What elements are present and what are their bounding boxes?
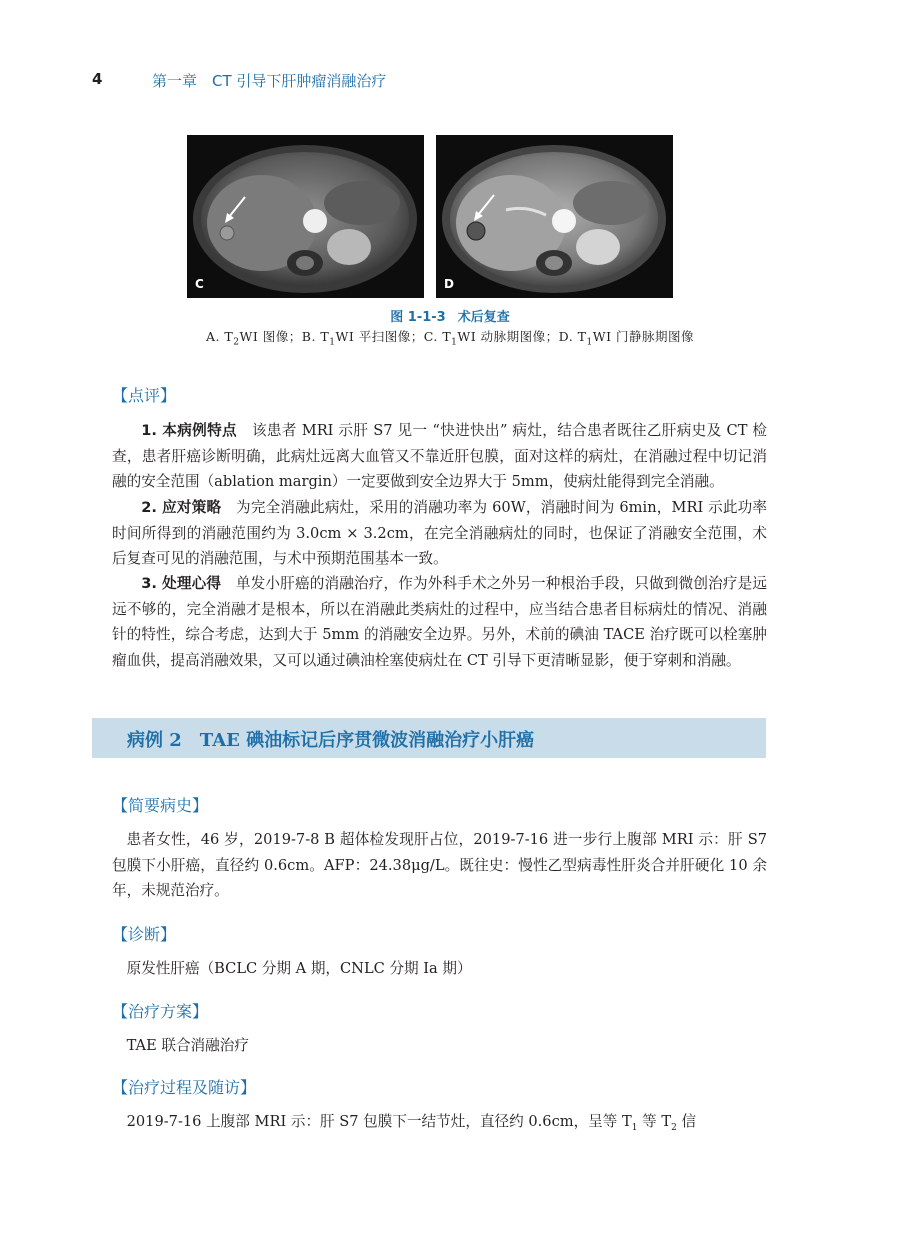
comment-heading: 【点评】	[112, 386, 177, 405]
case-title: 病例 2 TAE 碘油标记后序贯微波消融治疗小肝癌	[127, 730, 535, 751]
plan-paragraph: TAE 联合消融治疗	[126, 1037, 249, 1054]
page-number: 4	[92, 70, 103, 88]
figure-legend: A. $T_2WI$ 图像；B. $T_1WI$ 平扫图像；C. $T_1WI$ 动脉期图像；D. $T_1WI$ 门静脉期图像	[205, 329, 695, 348]
figure-caption	[0, 306, 900, 325]
paragraph-3-label: 3. 处理心得	[141, 575, 222, 592]
figure-label-d: D	[444, 277, 454, 291]
chapter-title: 第一章 CT 引导下肝肿瘤消融治疗	[152, 72, 387, 90]
mri-image-d	[436, 135, 673, 298]
comment-paragraph-2: 2. 应对策略 为完全消融此病灶，采用的消融功率为 60W，消融时间为 6min，MRI 示此功率时间所得到的消融范围约为 3.0cm × 3.2cm，在完全消融病灶的同时，也保证了消融安全范围，术后复查可见的消融范围，与术中预期范围基本一致。	[112, 499, 768, 567]
plan-heading: 【治疗方案】	[112, 1002, 209, 1021]
figure-number: 图 1-1-3	[390, 310, 446, 325]
mri-scan-d-graphic	[436, 135, 673, 298]
comment-paragraph-3: 3. 处理心得 单发小肝癌的消融治疗，作为外科手术之外另一种根治手段，只做到微创治疗是远远不够的，完全消融才是根本，所以在消融此类病灶的过程中，应当结合患者目标病灶的情况、消融针的特性，综合考虑，达到大于 5mm 的消融安全边界。另外，术前的碘油 TACE 治疗既可以栓塞肿瘤血供，提高消融效果，又可以通过碘油栓塞使病灶在 CT 引导下更清晰显影，便于穿刺和消融。	[112, 575, 767, 669]
diagnosis-paragraph: 原发性肝癌（BCLC 分期 A 期，CNLC 分期 Ⅰa 期）	[126, 960, 472, 977]
history-heading: 【简要病史】	[112, 796, 209, 815]
figure-label-c: C	[195, 277, 204, 291]
process-heading: 【治疗过程及随访】	[112, 1078, 257, 1097]
process-paragraph: 2019-7-16 上腹部 MRI 示：肝 S7 包膜下一结节灶，直径约 0.6cm，呈等 $T_1$ 等 $T_2$ 信	[126, 1113, 697, 1133]
paragraph-1-label: 1. 本病例特点	[141, 422, 238, 439]
paragraph-2-label: 2. 应对策略	[141, 499, 222, 516]
diagnosis-heading: 【诊断】	[112, 925, 177, 944]
comment-paragraph-1: 1. 本病例特点 该患者 MRI 示肝 S7 见一 “快进快出” 病灶，结合患者既往乙肝病史及 CT 检查，患者肝癌诊断明确，此病灶远离大血管又不靠近肝包膜，面对这样的病灶，在消融过程中切记消融的安全范围（ablation margin）一定要做到安全边界大于 5mm，使病灶能得到完全消融。	[112, 422, 768, 490]
mri-image-c	[187, 135, 424, 298]
mri-scan-c-graphic	[187, 135, 424, 298]
history-paragraph: 患者女性，46 岁，2019-7-8 B 超体检发现肝占位，2019-7-16 进一步行上腹部 MRI 示：肝 S7 包膜下小肝癌，直径约 0.6cm。AFP：24.38μg/L。既往史：慢性乙型病毒性肝炎合并肝硬化 10 余年，未规范治疗。	[112, 831, 767, 899]
case-title-band	[92, 718, 766, 758]
figure-title: 术后复查	[457, 310, 510, 325]
